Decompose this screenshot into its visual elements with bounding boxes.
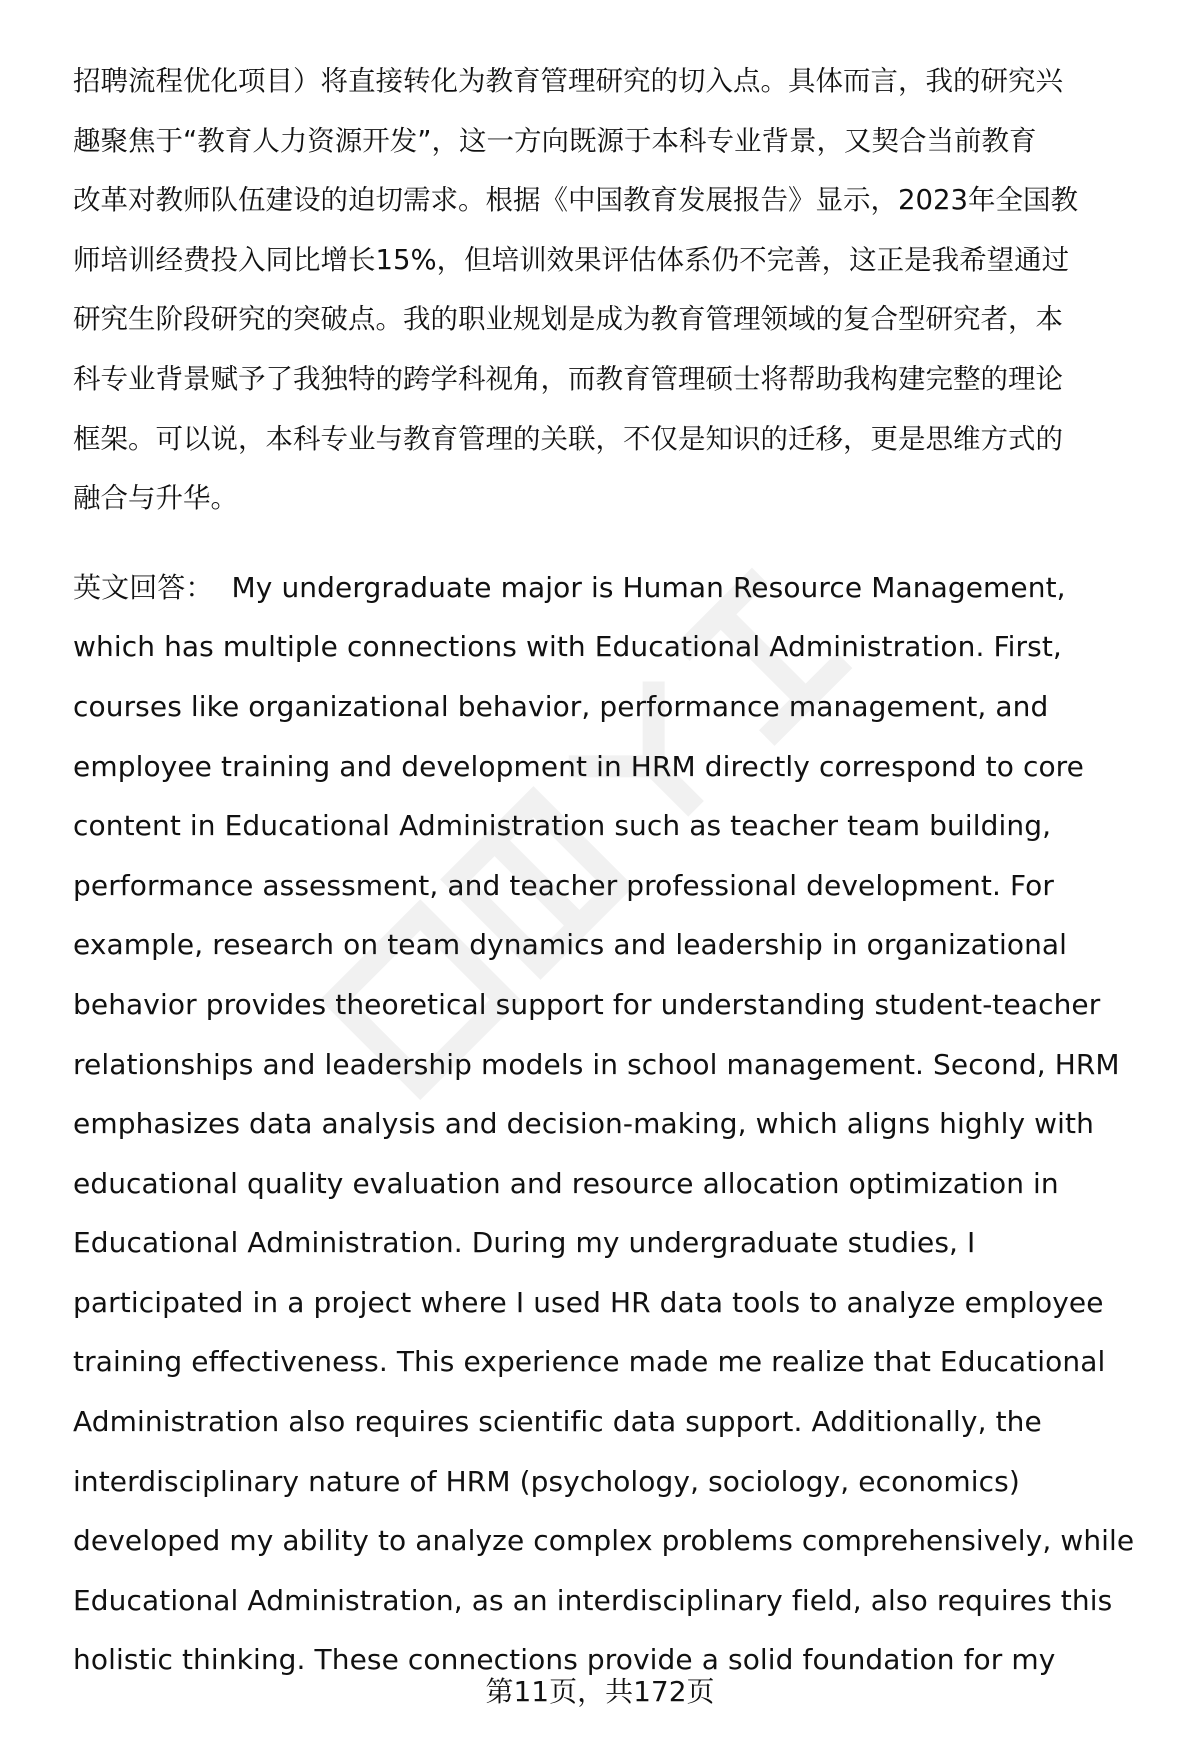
- chinese-answer-paragraph: [73, 52, 1153, 529]
- english-answer-first-line: My undergraduate major is Human Resource Management,: [231, 570, 1066, 604]
- text-line: training effectiveness. This experience made me realize that Educational: [73, 1345, 1106, 1379]
- text-line: relationships and leadership models in school management. Second, HRM: [73, 1047, 1120, 1081]
- text-line: 框架。可以说，本科专业与教育管理的关联，不仅是知识的迁移，更是思维方式的: [73, 422, 1063, 455]
- text-line: Administration also requires scientific data support. Additionally, the: [73, 1405, 1042, 1439]
- text-line: performance assessment, and teacher professional development. For: [73, 868, 1055, 902]
- text-line: 改革对教师队伍建设的迫切需求。根据《中国教育发展报告》显示，2023年全国教: [73, 184, 1078, 217]
- text-line: holistic thinking. These connections provide a solid foundation for my: [73, 1643, 1056, 1677]
- text-line: Educational Administration, as an interdisciplinary field, also requires this: [73, 1583, 1113, 1617]
- text-line: courses like organizational behavior, performance management, and: [73, 689, 1049, 723]
- text-line: 招聘流程优化项目）将直接转化为教育管理研究的切入点。具体而言，我的研究兴: [73, 65, 1063, 97]
- text-line: educational quality evaluation and resource allocation optimization in: [73, 1166, 1059, 1200]
- document-body: [73, 52, 1153, 1690]
- page-indicator: 第11页，共172页: [485, 1675, 715, 1708]
- english-answer-label: 英文回答：: [73, 570, 214, 604]
- text-line: 融合与升华。: [73, 482, 238, 515]
- text-line: emphasizes data analysis and decision-making, which aligns highly with: [73, 1107, 1094, 1141]
- text-line: participated in a project where I used HR data tools to analyze employee: [73, 1285, 1104, 1319]
- english-answer-paragraph: [73, 558, 1153, 1690]
- text-line: 科专业背景赋予了我独特的跨学科视角，而教育管理硕士将帮助我构建完整的理论: [73, 362, 1063, 395]
- text-line: developed my ability to analyze complex problems comprehensively, while: [73, 1524, 1135, 1558]
- text-line: 研究生阶段研究的突破点。我的职业规划是成为教育管理领域的复合型研究者，本: [73, 303, 1063, 336]
- text-line: Educational Administration. During my undergraduate studies, I: [73, 1226, 976, 1260]
- text-line: content in Educational Administration such as teacher team building,: [73, 809, 1052, 843]
- text-line: interdisciplinary nature of HRM (psychology, sociology, economics): [73, 1464, 1020, 1498]
- text-line: example, research on team dynamics and leadership in organizational: [73, 928, 1068, 962]
- text-line: which has multiple connections with Educational Administration. First,: [73, 630, 1062, 664]
- text-line: 趣聚焦于“教育人力资源开发”，这一方向既源于本科专业背景，又契合当前教育: [73, 124, 1037, 157]
- text-line: employee training and development in HRM directly correspond to core: [73, 749, 1084, 783]
- text-line: [73, 558, 1153, 618]
- text-line: 师培训经费投入同比增长15%，但培训效果评估体系仍不完善，这正是我希望通过: [73, 243, 1070, 276]
- text-line: behavior provides theoretical support for understanding student-teacher: [73, 987, 1101, 1021]
